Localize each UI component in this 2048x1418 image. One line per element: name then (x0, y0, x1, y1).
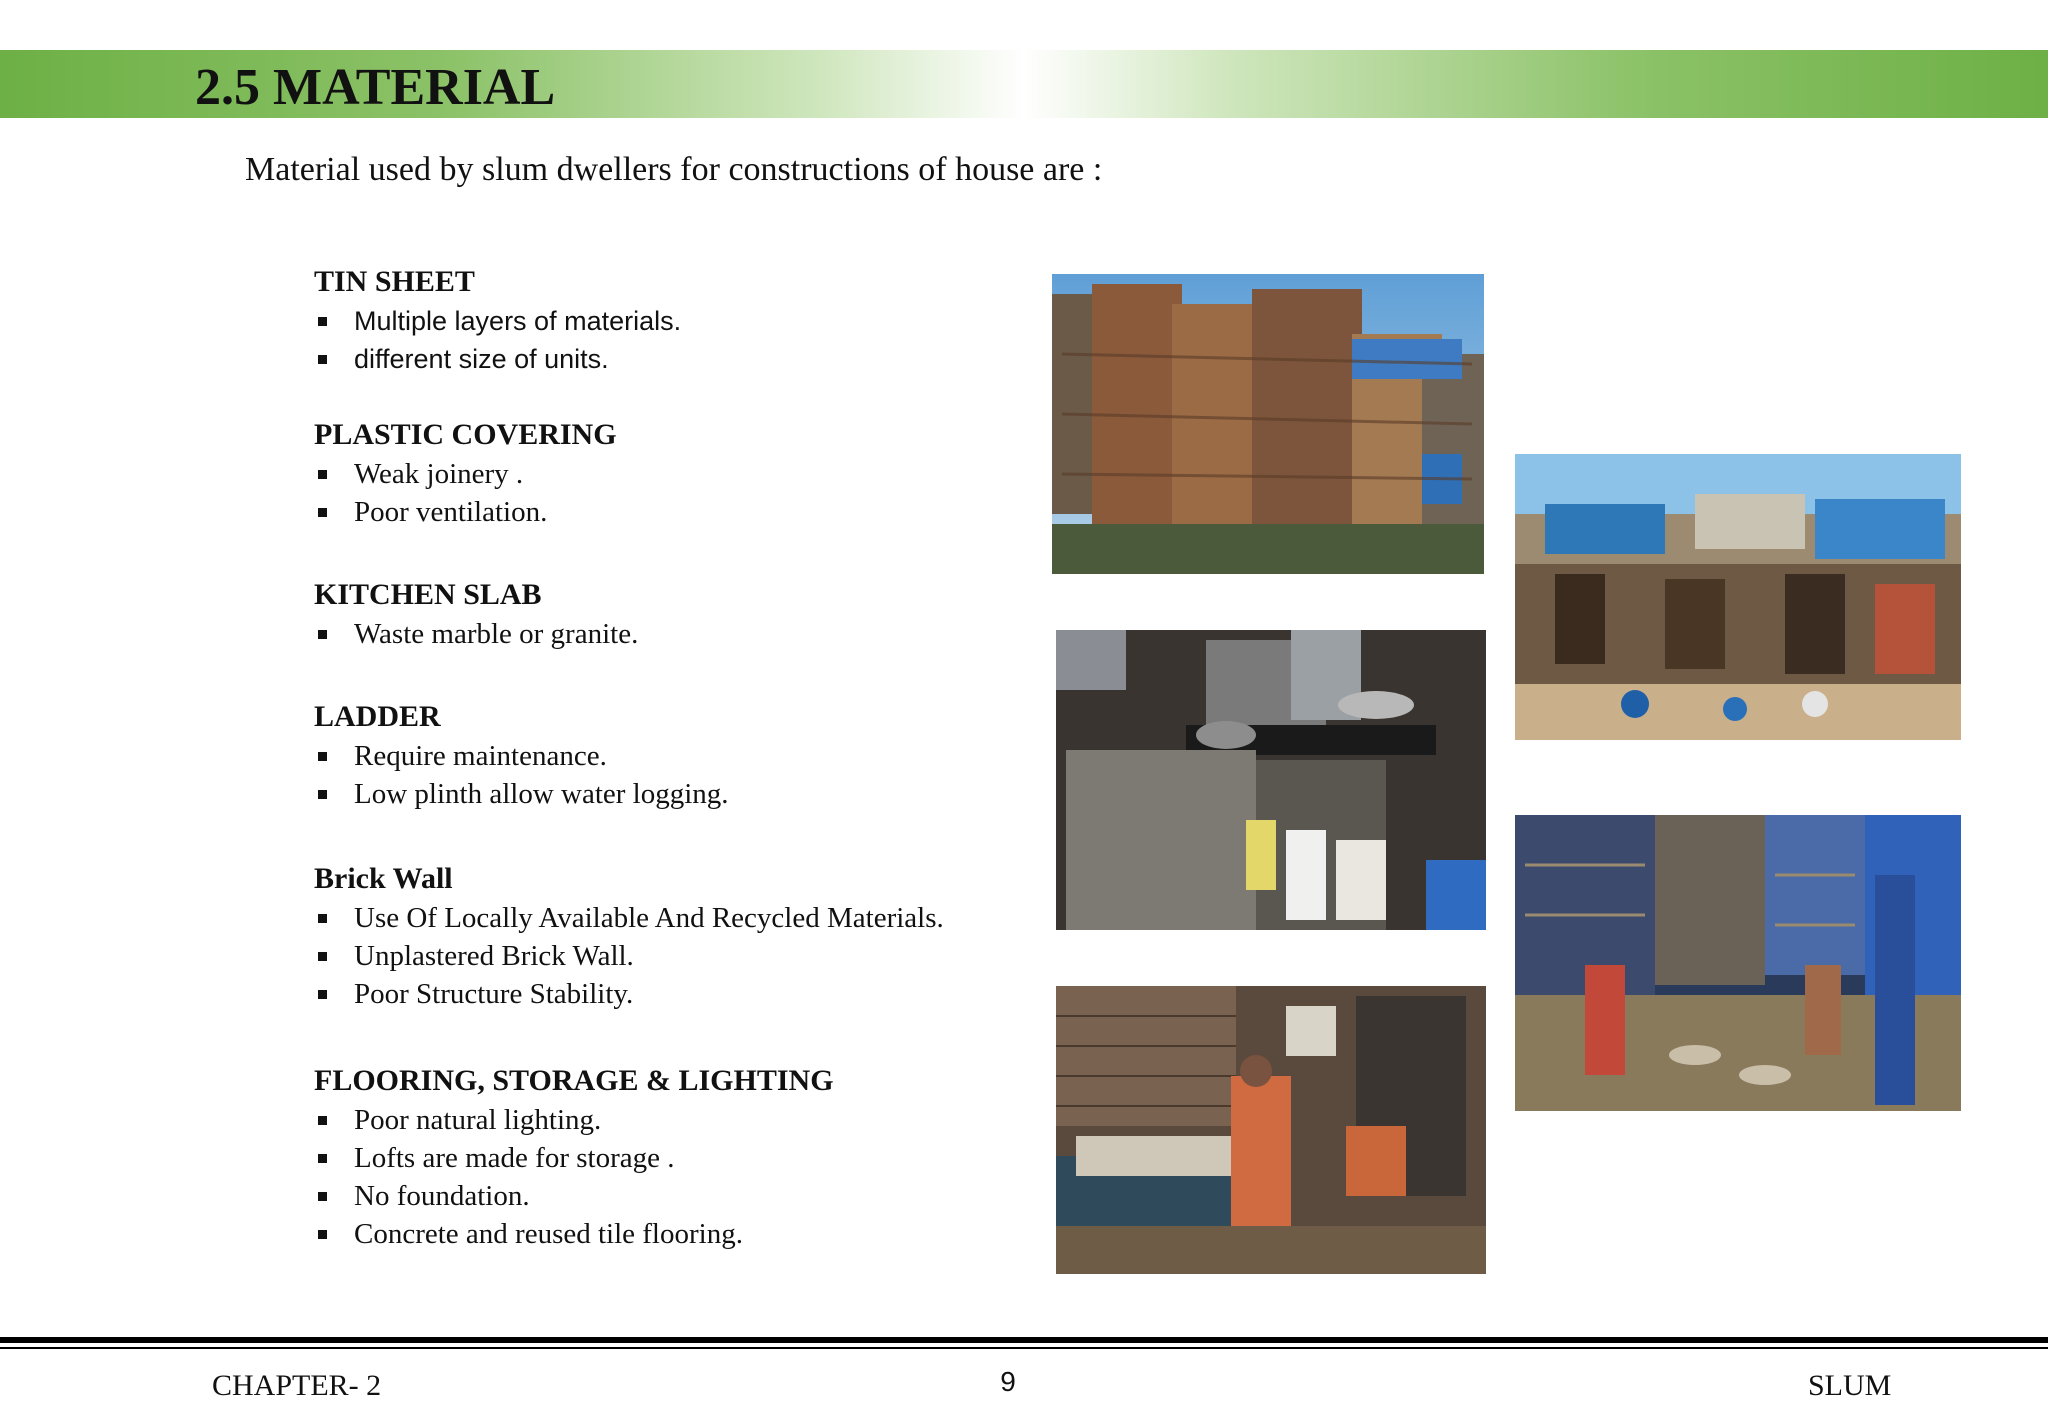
list-item: Waste marble or granite. (314, 615, 1034, 653)
section-tin-sheet (314, 262, 1034, 415)
footer-chapter: CHAPTER- 2 (212, 1369, 382, 1402)
section-flooring-storage-lighting (314, 1061, 1034, 1253)
section-plastic-covering (314, 415, 1034, 575)
section-title: TIN SHEET (314, 265, 475, 298)
list-item: Require maintenance. (314, 737, 1034, 775)
section-title: PLASTIC COVERING (314, 418, 617, 451)
intro-text: Material used by slum dwellers for constructions of house are : (245, 151, 1103, 188)
photo-tin-sheet-shanties (1052, 274, 1484, 574)
list-item: No foundation. (314, 1177, 1034, 1215)
list-item: Weak joinery . (314, 455, 1034, 493)
section-kitchen-slab (314, 575, 1034, 697)
list-item: Poor natural lighting. (314, 1101, 1034, 1139)
section-ladder (314, 697, 1034, 859)
list-item: Poor Structure Stability. (314, 975, 1034, 1013)
photo-brick-wall-room (1056, 986, 1486, 1274)
section-title: LADDER (314, 700, 441, 733)
footer-rule-thick (0, 1337, 2048, 1343)
photo-kitchen-slab (1056, 630, 1486, 930)
footer-topic: SLUM (1808, 1369, 1892, 1402)
page-title: 2.5 MATERIAL (195, 59, 556, 116)
section-title: KITCHEN SLAB (314, 578, 542, 611)
list-item: Multiple layers of materials. (314, 302, 1034, 340)
list-item: Low plinth allow water logging. (314, 775, 1034, 813)
list-item: Concrete and reused tile flooring. (314, 1215, 1034, 1253)
page-number: 9 (1000, 1366, 1016, 1397)
list-item: Lofts are made for storage . (314, 1139, 1034, 1177)
list-item: Unplastered Brick Wall. (314, 937, 1034, 975)
section-title: FLOORING, STORAGE & LIGHTING (314, 1064, 834, 1097)
photo-plastic-covered-huts (1515, 454, 1961, 740)
photo-interior-family (1515, 815, 1961, 1111)
list-item: Use Of Locally Available And Recycled Materials. (314, 899, 1034, 937)
list-item: different size of units. (314, 340, 1034, 378)
section-title: Brick Wall (314, 862, 453, 895)
section-brick-wall (314, 859, 1034, 1061)
list-item: Poor ventilation. (314, 493, 1034, 531)
materials-list (314, 262, 1034, 1253)
footer-rule-thin (0, 1347, 2048, 1349)
